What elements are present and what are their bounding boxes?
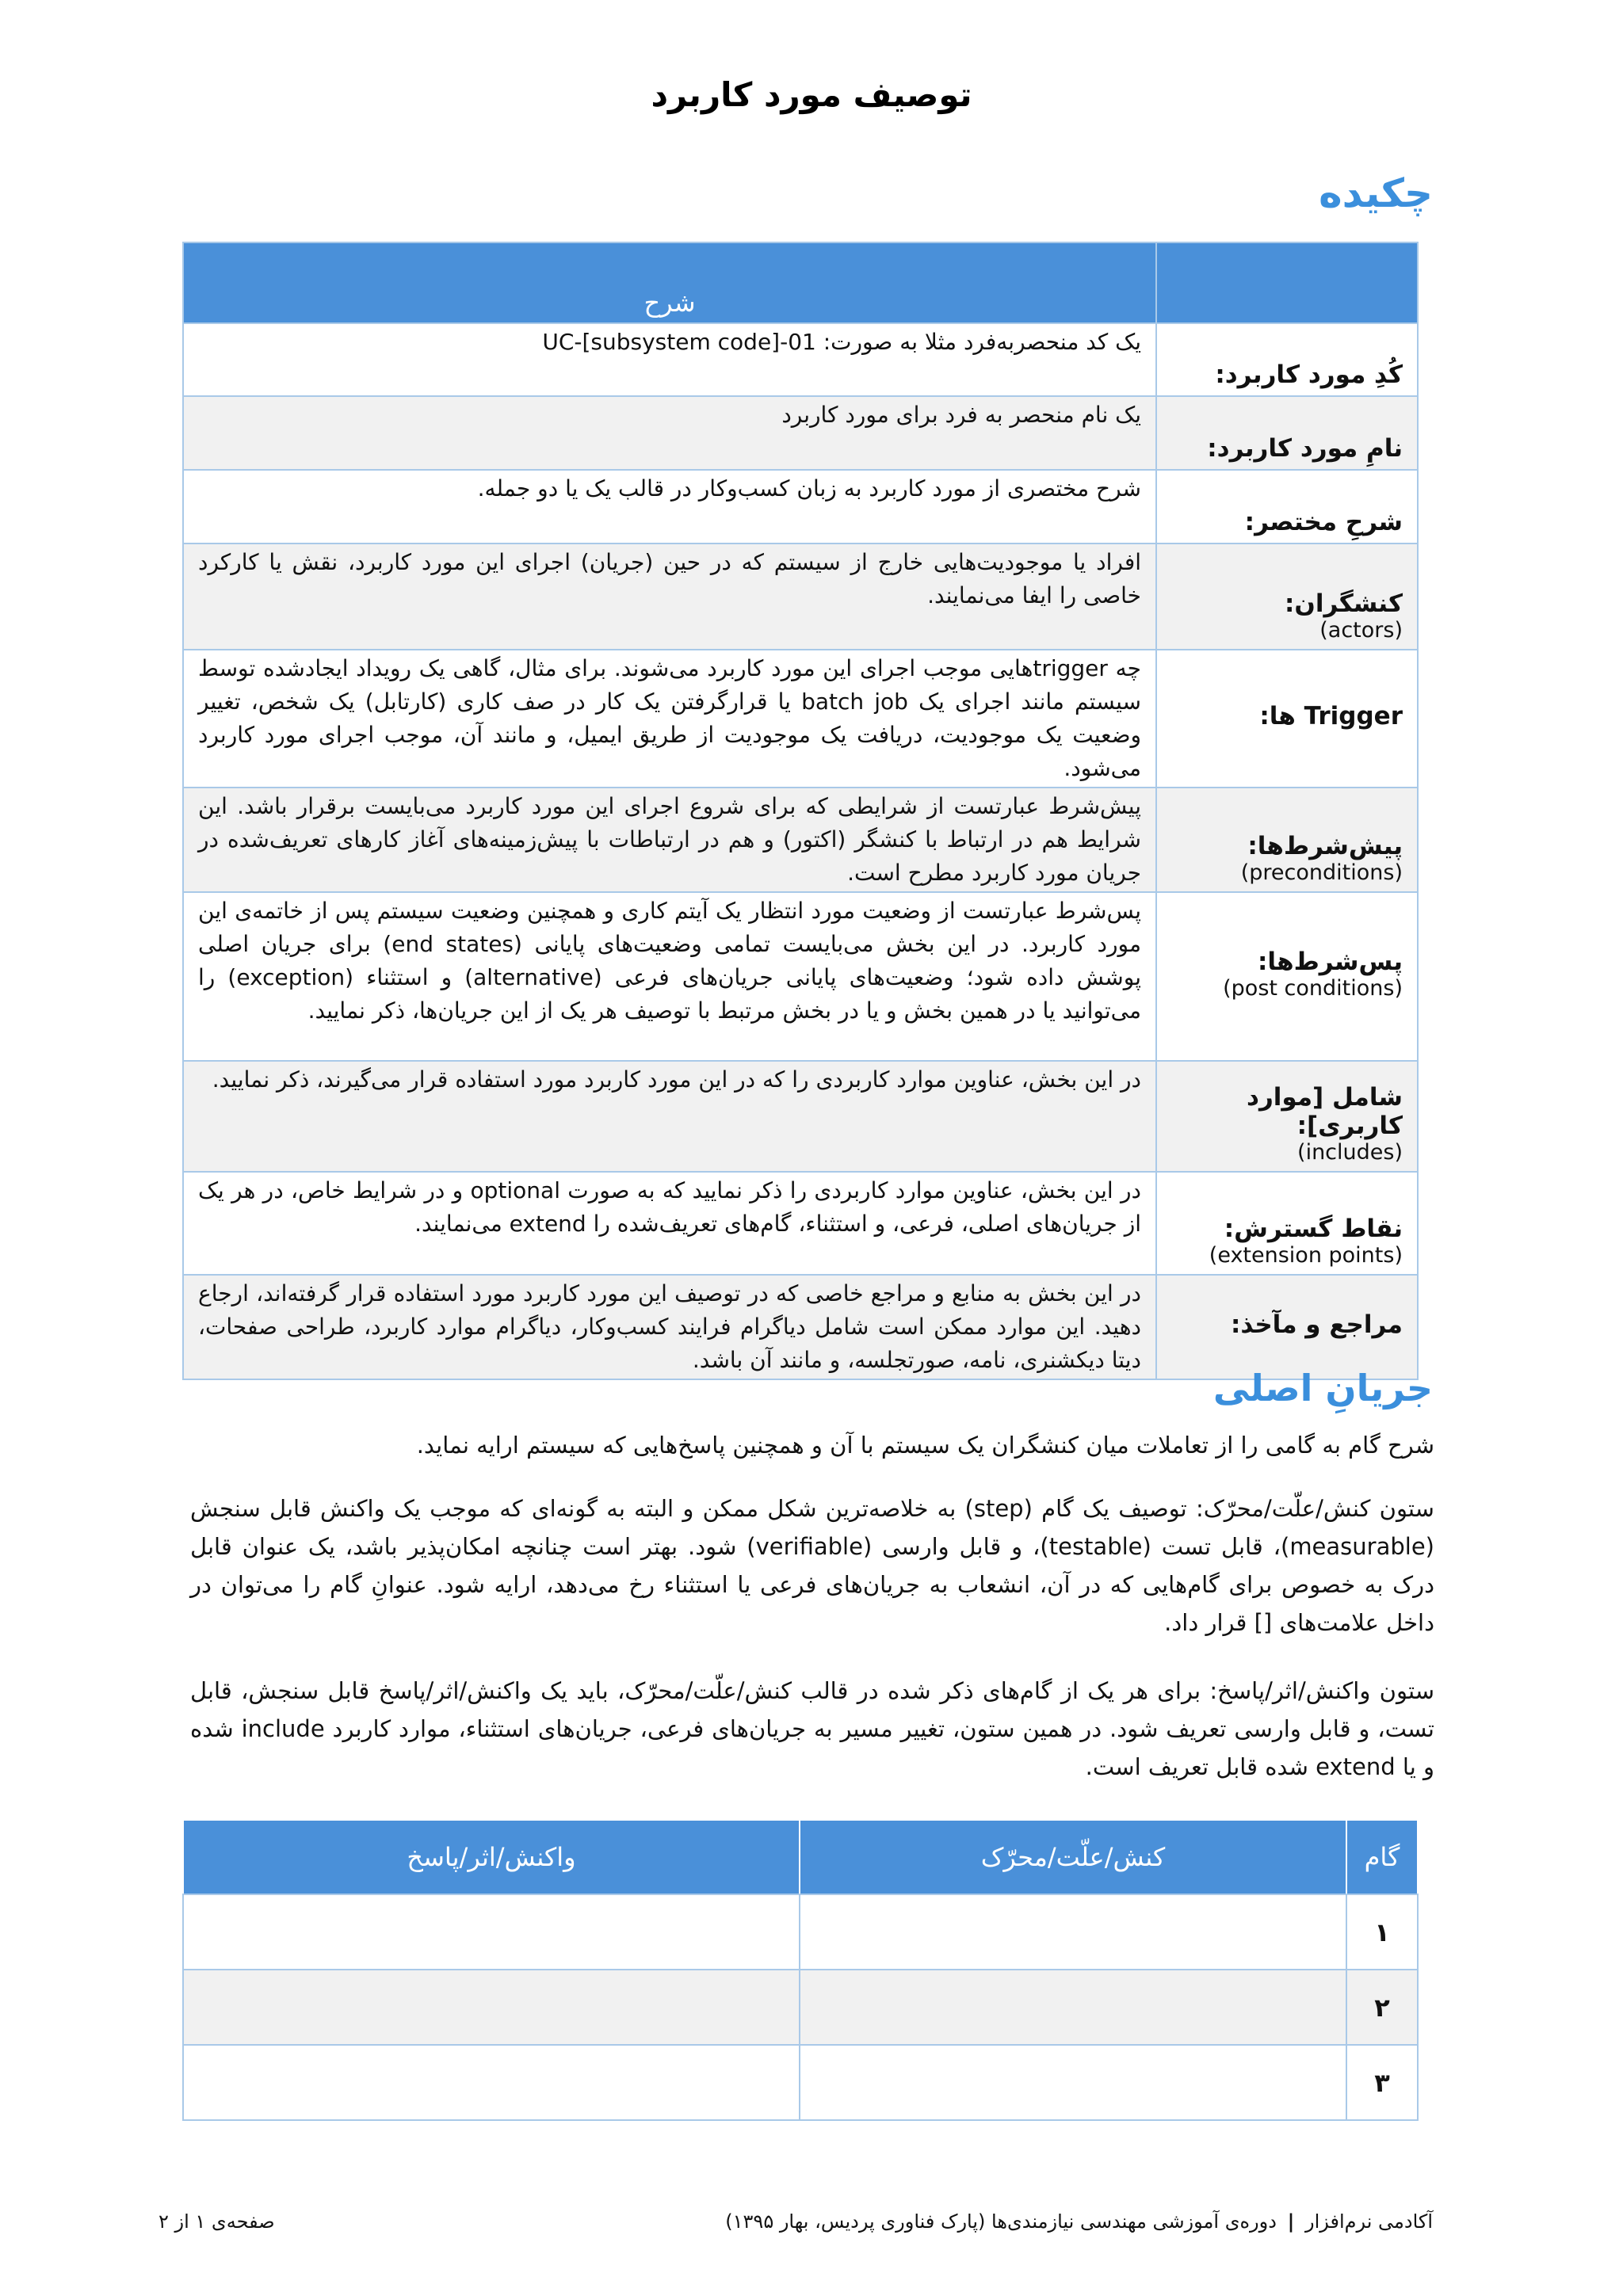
footer-org: آکادمی نرم‌افزار bbox=[1304, 2210, 1433, 2233]
header-response: واکنش/اثر/پاسخ bbox=[183, 1820, 800, 1894]
row-label-sub: (actors) bbox=[1319, 618, 1403, 643]
row-description: شرح مختصری از مورد کاربرد به زبان کسب‌وکار در قالب یک یا دو جمله. bbox=[183, 470, 1156, 543]
row-label bbox=[1156, 323, 1418, 396]
footer-separator: | bbox=[1287, 2210, 1295, 2233]
summary-header-row bbox=[183, 242, 1418, 323]
row-label bbox=[1156, 543, 1418, 650]
row-description: یک نام منحصر به فرد برای مورد کاربرد bbox=[183, 396, 1156, 470]
row-label bbox=[1156, 1061, 1418, 1172]
summary-row-references bbox=[183, 1275, 1418, 1379]
step-number: ۲ bbox=[1346, 1970, 1418, 2045]
summary-row-includes bbox=[183, 1061, 1418, 1172]
summary-row-actors bbox=[183, 543, 1418, 650]
row-label bbox=[1156, 1275, 1418, 1379]
row-label-text: شرحِ مختصر: bbox=[1244, 508, 1403, 536]
row-description: یک کد منحصربه‌فرد مثلا به صورت: UC-[subsystem code]-01 bbox=[183, 323, 1156, 396]
footer-course bbox=[725, 2210, 1433, 2233]
response-cell[interactable] bbox=[183, 2045, 800, 2120]
response-cell[interactable] bbox=[183, 1970, 800, 2045]
main-flow-table bbox=[182, 1819, 1419, 2121]
main-flow-header-row bbox=[183, 1820, 1418, 1894]
row-label bbox=[1156, 396, 1418, 470]
row-label bbox=[1156, 470, 1418, 543]
document-title: توصیف مورد کاربرد bbox=[651, 75, 972, 114]
row-label-text: شامل [موارد کاربری]: bbox=[1247, 1083, 1403, 1140]
summary-heading: چکیده bbox=[1319, 170, 1433, 216]
row-description: پیش‌شرط عبارتست از شرایطی که برای شروع اجرای این مورد کاربرد می‌بایست برقرار باشد. این شرایط هم در ارتباط با کنشگر (اکتور) و هم در ارتباطات با پیش‌زمینه‌های آغاز کارهای تعریف‌شده در جریان مورد کاربرد مطرح است. bbox=[183, 788, 1156, 892]
row-label bbox=[1156, 788, 1418, 892]
main-flow-action-column-note: ستون کنش/علّت/محرّک: توصیف یک گام (step) به خلاصه‌ترین شکل ممکن و البته به گونه‌ای که موجب یک واکنش قابل سنجش (measurable)، قابل تست (testable)، و قابل وارسی (verifiable) شود. بهتر است چنانچه امکان‌پذیر باشد، یک عنوان قابل درک به خصوص برای گام‌هایی که در آن، انشعاب به جریان‌های فرعی یا استثناء رخ می‌دهد، ارایه شود. عنوانِ گام را می‌توان در داخل علامت‌های [] قرار داد. bbox=[190, 1495, 1434, 1636]
footer-page-number: صفحه‌ی ۱ از ۲ bbox=[158, 2210, 275, 2233]
table-row bbox=[183, 1970, 1418, 2045]
row-label-text: پیش‌شرط‌ها: bbox=[1247, 832, 1403, 860]
row-description: پس‌شرط عبارتست از وضعیت مورد انتظار یک آیتم کاری و همچنین وضعیت سیستم پس از خاتمه‌ی این مورد کاربرد. در این بخش می‌بایست تمامی وضعیت‌های پایانی (end states) برای جریان اصلی پوشش داده شود؛ وضعیت‌های پایانی جریان‌های فرعی (alternative) و استثناء (exception) را می‌توانید یا در همین بخش و یا در بخش مرتبط با توصیف هر یک از این جریان‌ها، ذکر نمایید. bbox=[183, 892, 1156, 1061]
row-description: چه triggerهایی موجب اجرای این مورد کاربرد می‌شوند. برای مثال، گاهی یک رویداد ایجادشده توسط سیستم مانند اجرای یک batch job یا قرارگرفتن یک کار در صف کاری (کارتابل) یک شخص، تغییر وضعیت یک موجودیت، دریافت یک موجودیت از طریق ایمیل، و مانند آن، موجب اجرای مورد کاربرد می‌شود. bbox=[183, 650, 1156, 788]
summary-row-extension-points bbox=[183, 1172, 1418, 1275]
footer-course-name: دوره‌ی آموزشی مهندسی نیازمندی‌ها (پارک فناوری پردیس، بهار ۱۳۹۵) bbox=[725, 2210, 1277, 2233]
row-label bbox=[1156, 650, 1418, 788]
summary-header-empty bbox=[1156, 242, 1418, 323]
action-cell[interactable] bbox=[800, 1970, 1346, 2045]
step-number: ۱ bbox=[1346, 1894, 1418, 1970]
header-action: کنش/علّت/محرّک bbox=[800, 1820, 1346, 1894]
summary-header-description: شرح bbox=[183, 242, 1156, 323]
summary-row-brief bbox=[183, 470, 1418, 543]
header-step: گام bbox=[1346, 1820, 1418, 1894]
summary-table bbox=[182, 242, 1419, 1380]
row-description: در این بخش، عناوین موارد کاربردی را ذکر نمایید که به صورت optional و در شرایط خاص، در هر یک از جریان‌های اصلی، فرعی، و استثناء، گام‌های تعریف‌شده را extend می‌نمایند. bbox=[183, 1172, 1156, 1275]
summary-row-name bbox=[183, 396, 1418, 470]
table-row bbox=[183, 2045, 1418, 2120]
main-flow-heading: جریانِ اصلی bbox=[1212, 1367, 1433, 1409]
row-label-sub: (includes) bbox=[1297, 1140, 1403, 1165]
row-description: در این بخش به منابع و مراجع خاصی که در توصیف این مورد کاربرد مورد استفاده قرار گرفته‌اند، ارجاع دهید. این موارد ممکن است شامل دیاگرام فرایند کسب‌وکار، دیاگرام موارد کاربرد، طراحی صفحات، دیتا دیکشنری، نامه، صورتجلسه، و مانند آن باشد. bbox=[183, 1275, 1156, 1379]
row-label-sub: (post conditions) bbox=[1223, 976, 1403, 1001]
row-description: در این بخش، عناوین موارد کاربردی را که در این مورد کاربرد مورد استفاده قرار می‌گیرند، ذکر نمایید. bbox=[183, 1061, 1156, 1172]
step-number: ۳ bbox=[1346, 2045, 1418, 2120]
main-flow-intro: شرح گام به گامی را از تعاملات میان کنشگران یک سیستم با آن و همچنین پاسخ‌هایی که سیستم ارایه نماید. bbox=[416, 1432, 1434, 1459]
row-label-text: کُدِ مورد کاربرد: bbox=[1215, 360, 1403, 389]
summary-row-code bbox=[183, 323, 1418, 396]
row-label-text: پس‌شرط‌ها: bbox=[1258, 948, 1403, 976]
row-description: افراد یا موجودیت‌هایی خارج از سیستم که در حین (جریان) اجرای این مورد کاربرد، نقش یا کارکرد خاصی را ایفا می‌نمایند. bbox=[183, 543, 1156, 650]
row-label-sub: (extension points) bbox=[1209, 1243, 1403, 1268]
summary-row-postconditions bbox=[183, 892, 1418, 1061]
row-label-sub: (preconditions) bbox=[1240, 860, 1403, 885]
summary-row-triggers bbox=[183, 650, 1418, 788]
row-label-text: Trigger ها: bbox=[1259, 702, 1403, 730]
row-label-text: نقاط گسترش: bbox=[1224, 1215, 1403, 1243]
row-label-text: کنشگران: bbox=[1284, 589, 1403, 618]
row-label-text: مراجع و مآخذ: bbox=[1231, 1310, 1403, 1339]
summary-row-preconditions bbox=[183, 788, 1418, 892]
row-label bbox=[1156, 892, 1418, 1061]
table-row bbox=[183, 1894, 1418, 1970]
row-label-text: نامِ مورد کاربرد: bbox=[1207, 434, 1403, 463]
main-flow-response-column-note: ستون واکنش/اثر/پاسخ: برای هر یک از گام‌های ذکر شده در قالب کنش/علّت/محرّک، باید یک واکنش/اثر/پاسخ قابل سنجش، قابل تست، و قابل وارسی تعریف شود. در همین ستون، تغییر مسیر به جریان‌های فرعی، جریان‌های استثناء، موارد کاربرد include شده و یا extend شده قابل تعریف است. bbox=[190, 1677, 1434, 1780]
action-cell[interactable] bbox=[800, 2045, 1346, 2120]
row-label bbox=[1156, 1172, 1418, 1275]
action-cell[interactable] bbox=[800, 1894, 1346, 1970]
response-cell[interactable] bbox=[183, 1894, 800, 1970]
